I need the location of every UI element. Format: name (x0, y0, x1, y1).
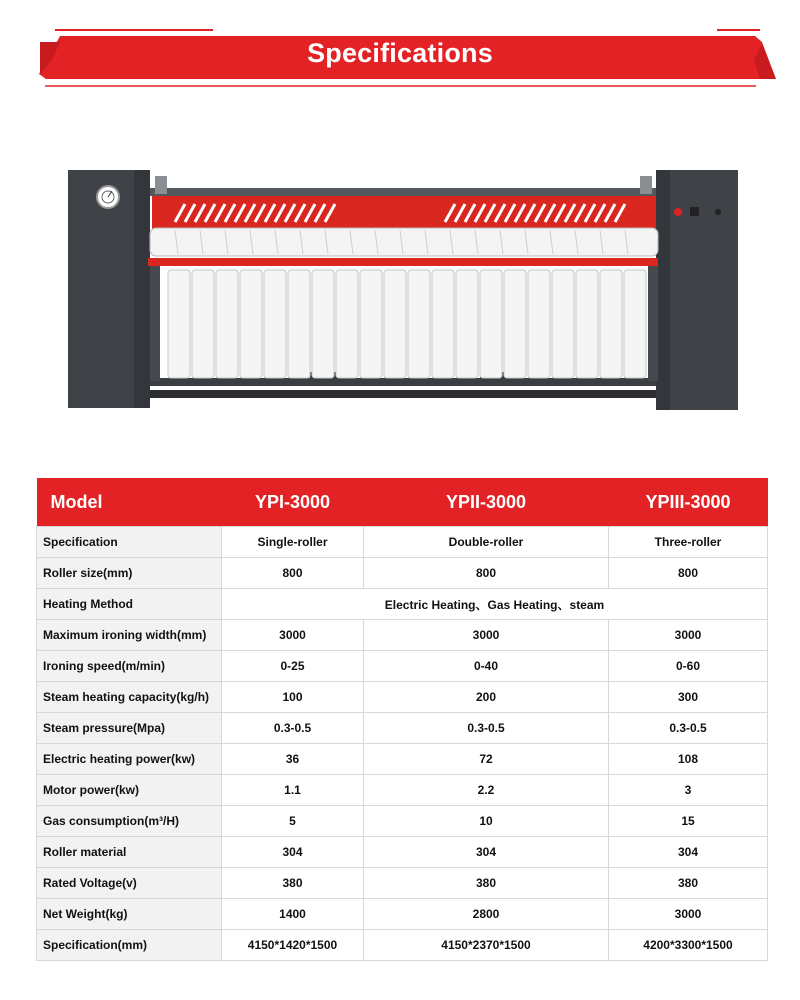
cell-ypi: 0.3-0.5 (222, 713, 364, 744)
table-row (37, 558, 768, 589)
row-label: Roller size(mm) (37, 558, 222, 589)
row-label: Rated Voltage(v) (37, 868, 222, 899)
row-label: Maximum ironing width(mm) (37, 620, 222, 651)
table-row (37, 837, 768, 868)
row-label: Roller material (37, 837, 222, 868)
cell-ypiii: 300 (609, 682, 768, 713)
table-row (37, 589, 768, 620)
specifications-banner (0, 0, 800, 100)
table-header-row (37, 478, 768, 527)
row-label: Steam heating capacity(kg/h) (37, 682, 222, 713)
row-label: Net Weight(kg) (37, 899, 222, 930)
header-model: Model (37, 478, 222, 527)
table-row (37, 775, 768, 806)
table-row (37, 620, 768, 651)
cell-ypii: 3000 (364, 620, 609, 651)
table-row (37, 868, 768, 899)
cell-ypi: 304 (222, 837, 364, 868)
row-label: Specification(mm) (37, 930, 222, 961)
cell-ypiii: Three-roller (609, 527, 768, 558)
cell-ypiii: 108 (609, 744, 768, 775)
cell-ypiii: 0-60 (609, 651, 768, 682)
cell-ypiii: 800 (609, 558, 768, 589)
table-row (37, 744, 768, 775)
cell-ypii: 0.3-0.5 (364, 713, 609, 744)
table-row (37, 806, 768, 837)
cell-ypii: 0-40 (364, 651, 609, 682)
cell-ypii: Double-roller (364, 527, 609, 558)
cell-ypii: 200 (364, 682, 609, 713)
table-row (37, 527, 768, 558)
row-label: Gas consumption(m³/H) (37, 806, 222, 837)
cell-ypi: 1.1 (222, 775, 364, 806)
cell-ypi: 0-25 (222, 651, 364, 682)
cell-ypii: 304 (364, 837, 609, 868)
table-row (37, 930, 768, 961)
cell-ypi: 4150*1420*1500 (222, 930, 364, 961)
cell-ypi: 3000 (222, 620, 364, 651)
ironing-machine-image (60, 160, 750, 415)
cell-ypii: 72 (364, 744, 609, 775)
row-label: Heating Method (37, 589, 222, 620)
specifications-table (36, 478, 768, 961)
row-label: Specification (37, 527, 222, 558)
cell-ypiii: 3000 (609, 620, 768, 651)
cell-ypi: 380 (222, 868, 364, 899)
table-row (37, 899, 768, 930)
cell-ypiii: 380 (609, 868, 768, 899)
cell-ypii: 380 (364, 868, 609, 899)
row-label: Ironing speed(m/min) (37, 651, 222, 682)
cell-ypiii: 3000 (609, 899, 768, 930)
table-row (37, 713, 768, 744)
header-ypiii-3000: YPIII-3000 (609, 478, 768, 527)
cell-ypiii: 0.3-0.5 (609, 713, 768, 744)
cell-ypiii: 304 (609, 837, 768, 868)
cell-ypi: Single-roller (222, 527, 364, 558)
row-label: Motor power(kw) (37, 775, 222, 806)
cell-ypi: 800 (222, 558, 364, 589)
cell-heating-method: Electric Heating、Gas Heating、steam (222, 589, 768, 620)
cell-ypii: 800 (364, 558, 609, 589)
cell-ypii: 10 (364, 806, 609, 837)
page-title: Specifications (307, 38, 493, 68)
cell-ypiii: 3 (609, 775, 768, 806)
cell-ypi: 100 (222, 682, 364, 713)
table-row (37, 651, 768, 682)
cell-ypii: 2800 (364, 899, 609, 930)
header-ypi-3000: YPI-3000 (222, 478, 364, 527)
cell-ypii: 2.2 (364, 775, 609, 806)
cell-ypi: 1400 (222, 899, 364, 930)
cell-ypiii: 4200*3300*1500 (609, 930, 768, 961)
header-ypii-3000: YPII-3000 (364, 478, 609, 527)
cell-ypii: 4150*2370*1500 (364, 930, 609, 961)
cell-ypi: 36 (222, 744, 364, 775)
cell-ypi: 5 (222, 806, 364, 837)
cell-ypiii: 15 (609, 806, 768, 837)
row-label: Steam pressure(Mpa) (37, 713, 222, 744)
table-row (37, 682, 768, 713)
row-label: Electric heating power(kw) (37, 744, 222, 775)
